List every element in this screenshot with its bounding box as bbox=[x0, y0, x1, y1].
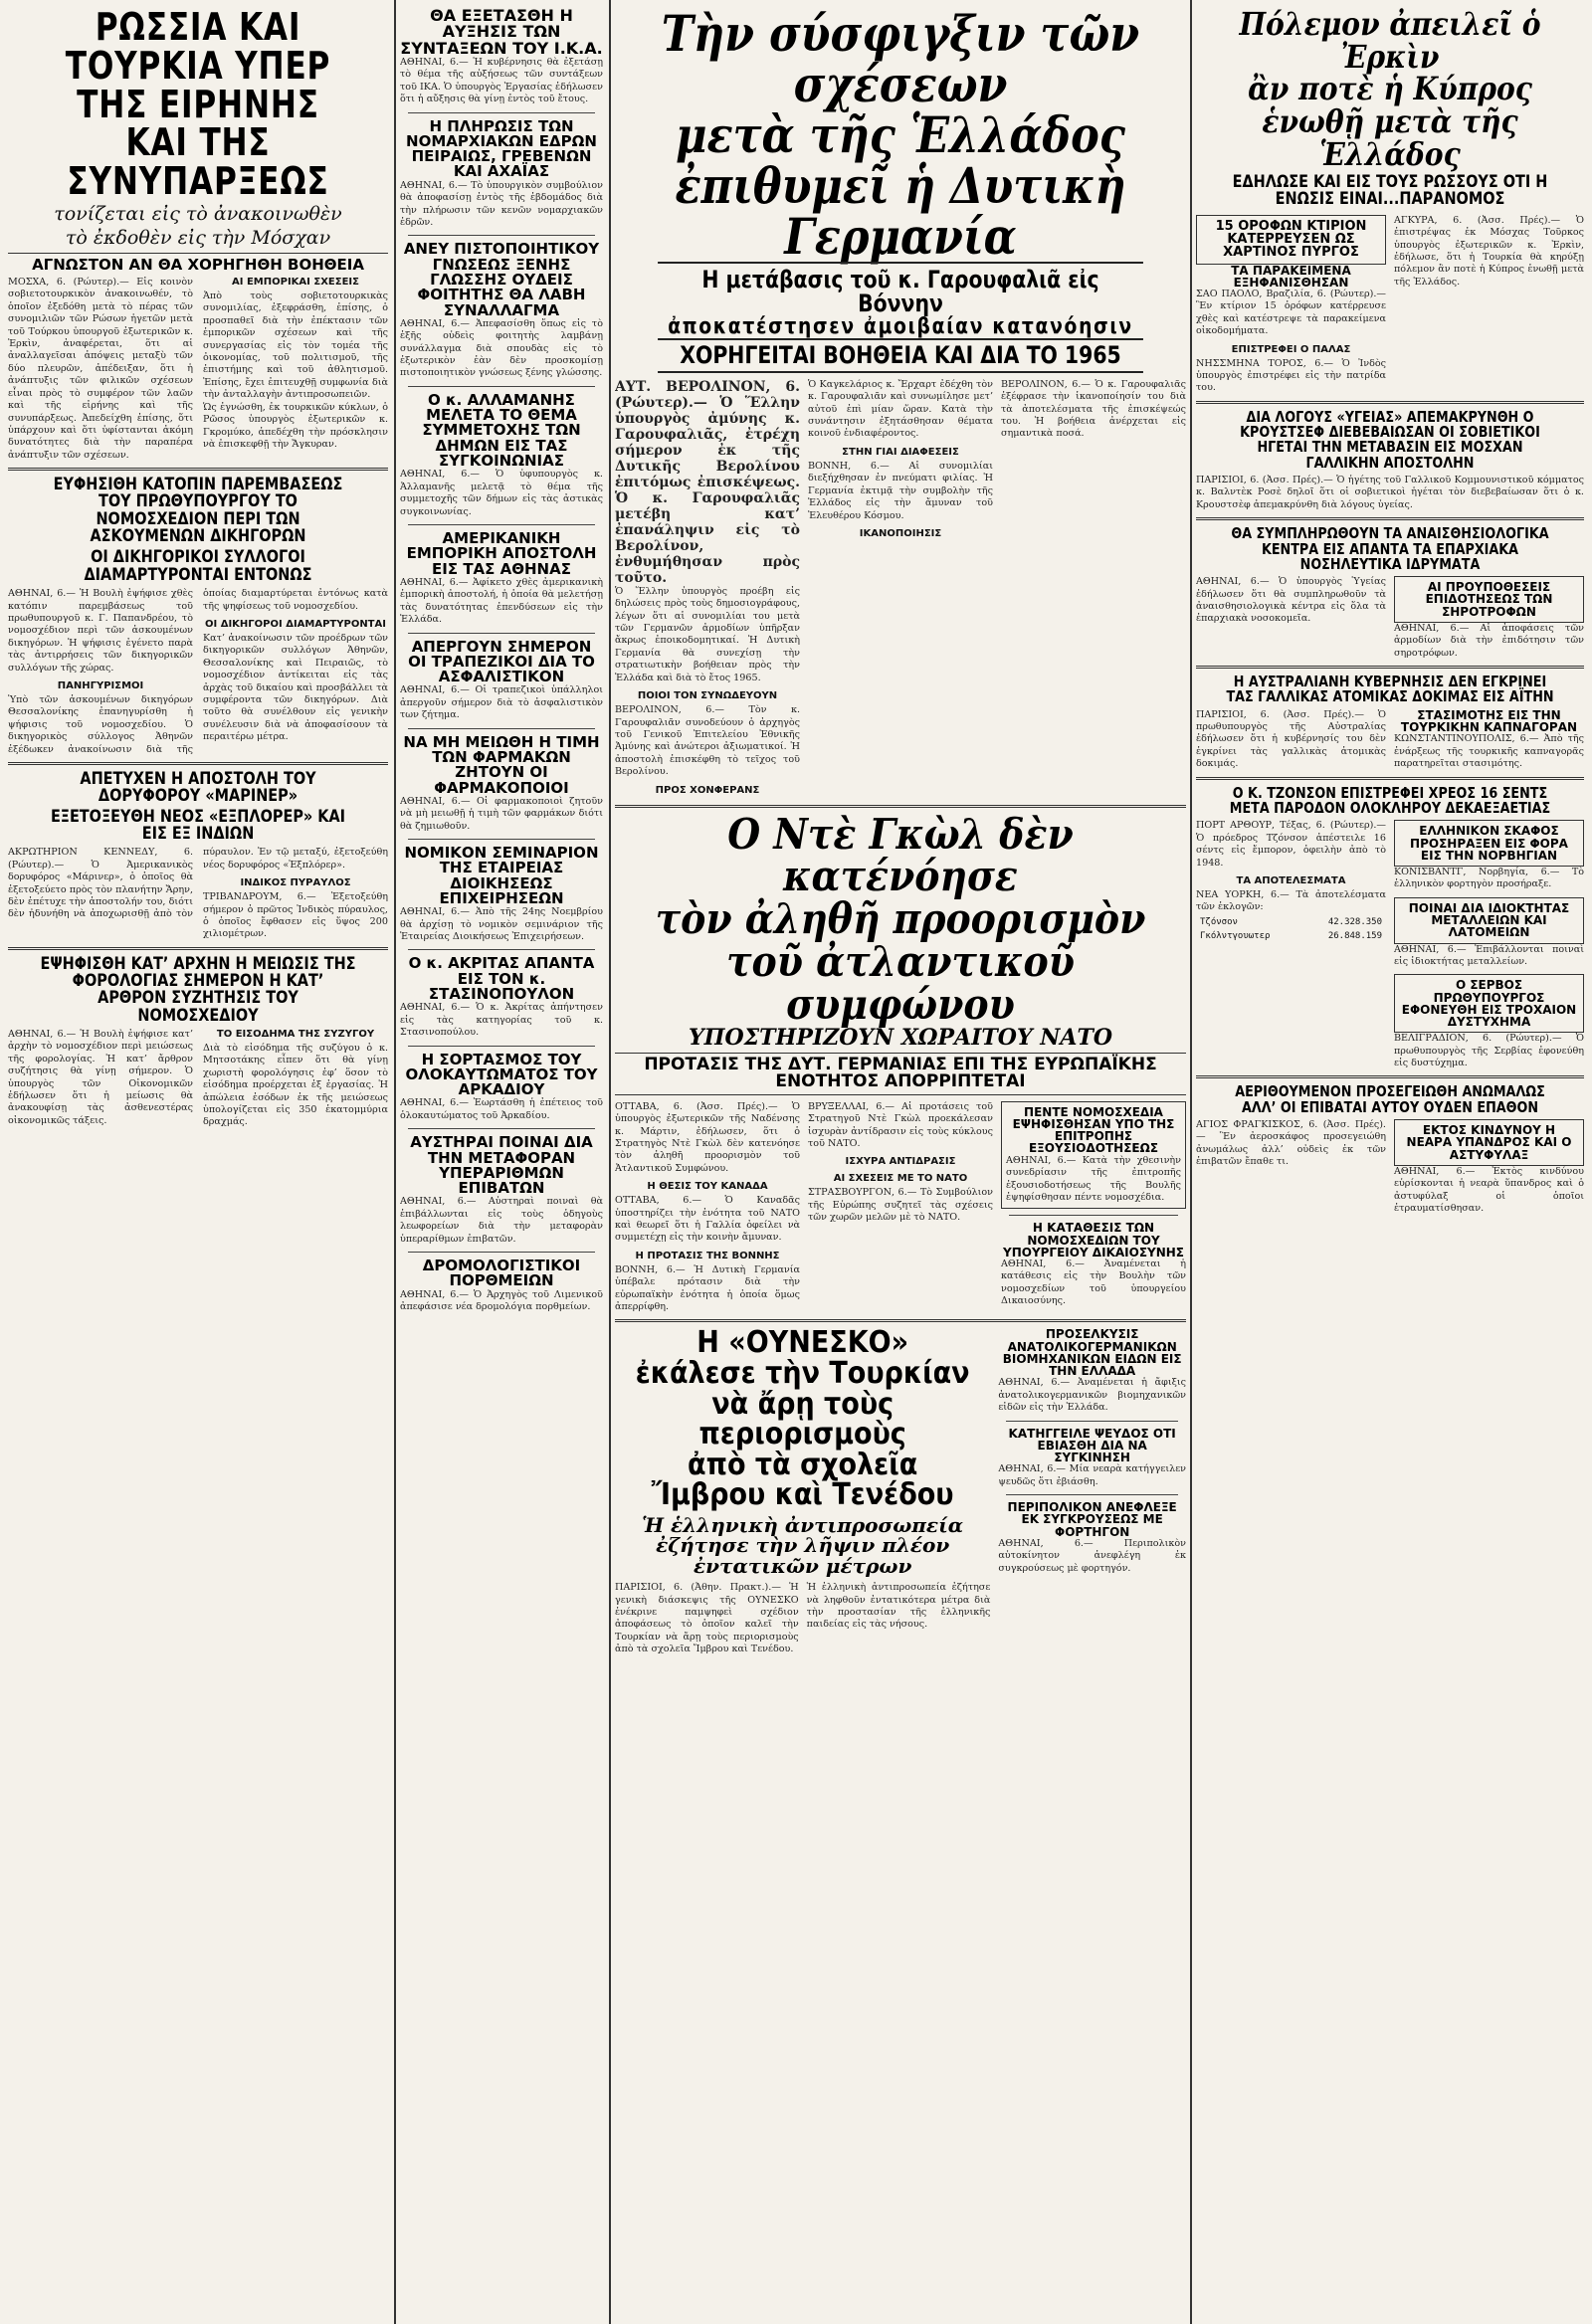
article-text: ΑΘΗΝΑΙ, 6.— Ἀναμένεται ἡ κατάθεσις εἰς τὴν Βουλὴν τῶν νομοσχεδίων τοῦ ὑπουργείου Δικαιοσύνης. bbox=[1001, 1259, 1186, 1307]
box-headline: Η ΚΑΤΑΘΕΣΙΣ ΤΩΝ ΝΟΜΟΣΧΕΔΙΩΝ ΤΟΥ ΥΠΟΥΡΓΕΙΟΥ ΔΙΚΑΙΟΣΥΝΗΣ bbox=[1003, 1221, 1184, 1259]
article-text: ΑΘΗΝΑΙ, 6.— Ἐκτὸς κινδύνου εὑρίσκονται ἡ νεαρὰ ὕπανδρος καὶ ὁ ἀστυφύλαξ οἱ ὁποῖοι ἐτραυματίσθησαν. bbox=[1394, 1165, 1584, 1214]
article-text: Ὡς ἐγνώσθη, ἐκ τουρκικῶν κύκλων, ὁ Ρῶσος ὑπουργὸς ἐξωτερικῶν κ. Γκρομύκο, ἀπεδέχθη τὴν πρόσκλησιν νὰ ἐπισκεφθῇ τὴν Ἄγκυραν. bbox=[203, 401, 388, 450]
article-text: Ὁ Ἕλλην ὑπουργὸς προέβη εἰς δηλώσεις πρὸς τοὺς δημοσιογράφους, λέγων ὅτι αἱ συνομιλίαι του μετὰ τῶν Γερμανῶν ἀρμοδίων ὑπῆρξαν ἄκρως ἐποικοδομητικαί. Ἡ Δυτικὴ Γερμανία θὰ συνεχίσῃ τὴν στρατιωτικὴν βοήθειαν πρὸς τὴν Ἑλλάδα καὶ διὰ τὸ ἔτος 1965. bbox=[615, 585, 800, 683]
section-heading: ΤΟ ΕΙΣΟΔΗΜΑ ΤΗΣ ΣΥΖΥΓΟΥ bbox=[216, 1029, 375, 1041]
box-headline: ΕΛΛΗΝΙΚΟΝ ΣΚΑΦΟΣ ΠΡΟΣΗΡΑΞΕΝ ΕΙΣ ΦΟΡΑ ΕΙΣ ΤΗΝ ΝΟΡΒΗΓΙΑΝ bbox=[1394, 820, 1584, 867]
deck: ΧΟΡΗΓΕΙΤΑΙ ΒΟΗΘΕΙΑ ΚΑΙ ΔΙΑ ΤΟ 1965 bbox=[658, 338, 1143, 372]
banner-headline-line3: ἐπιθυμεῖ ἡ Δυτικὴ Γερμανία bbox=[675, 156, 1126, 266]
headline-khrushchev: ΔΙΑ ΛΟΓΟΥΣ «ΥΓΕΙΑΣ» ΑΠΕΜΑΚΡΥΝΘΗ Ο ΚΡΟΥΣΤΣΕΦ ΔΙΕΒΕΒΑΙΩΣΑΝ ΟΙ ΣΟΒΙΕΤΙΚΟΙ ΗΓΕΤΑΙ ΤΗΝ ΜΕΤΑΒΑΣΙΝ ΕΙΣ ΜΟΣΧΑΝ ΓΑΛΛΙΚΗΝ ΑΠΟΣΤΟΛΗΝ bbox=[1240, 407, 1540, 472]
section-heading: Η ΘΕΣΙΣ ΤΟΥ ΚΑΝΑΔΑ bbox=[647, 1181, 768, 1193]
article-text: ΑΘΗΝΑΙ, 6.— Αἱ ἀποφάσεις τῶν ἁρμοδίων διὰ τὴν ἐπιδότησιν τῶν σηροτρόφων. bbox=[1394, 622, 1584, 659]
results-table bbox=[1196, 914, 1386, 944]
article-text: ΚΩΝΣΤΑΝΤΙΝΟΥΠΟΛΙΣ, 6.— Ἀπὸ τῆς ἐνάρξεως τῆς τουρκικῆς καπναγορᾶς παρατηρεῖται στασιμότης. bbox=[1394, 733, 1584, 769]
headline-johnson: Ο Κ. ΤΖΟΝΣΟΝ ΕΠΙΣΤΡΕΦΕΙ ΧΡΕΟΣ 16 ΣΕΝΤΣ ΜΕΤΑ ΠΑΡΟΔΟΝ ΟΛΟΚΛΗΡΟΥ ΔΕΚΑΕΞΑΕΤΙΑΣ bbox=[1229, 783, 1551, 817]
section-heading: ΠΟΙΟΙ ΤΟΝ ΣΥΝΩΔΕΥΟΥΝ bbox=[637, 690, 778, 702]
section-heading: ΑΙ ΕΜΠΟΡΙΚΑΙ ΣΧΕΣΕΙΣ bbox=[232, 277, 359, 289]
article-text: ΑΘΗΝΑΙ, 6.— Οἱ φαρμακοποιοὶ ζητοῦν νὰ μὴ μειωθῇ ἡ τιμὴ τῶν φαρμάκων διότι θὰ ζημιωθοῦν. bbox=[400, 795, 603, 832]
column-rule bbox=[394, 0, 396, 2324]
article-text: ΑΘΗΝΑΙ, 6.— Ἀναμένεται ἡ ἄφιξις ἀνατολικογερμανικῶν βιομηχανικῶν εἰδῶν εἰς τὴν Ἑλλάδα. bbox=[998, 1377, 1186, 1414]
article-text: ΒΡΥΞΕΛΛΑΙ, 6.— Αἱ προτάσεις τοῦ Στρατηγοῦ Ντὲ Γκὼλ προεκάλεσαν ἰσχυρὰν ἀντίδρασιν εἰς τοὺς κύκλους τοῦ ΝΑΤΟ. bbox=[808, 1100, 993, 1149]
article-text: Κατ’ ἀνακοίνωσιν τῶν προέδρων τῶν δικηγορικῶν συλλόγων Ἀθηνῶν, Θεσσαλονίκης καὶ Πειραιῶς, τὸ νομοσχέδιον ἀντίκειται εἰς τὰς ἀρχὰς τοῦ δικαίου καὶ προσβάλλει τὰ συμφέροντα τῶν δικηγόρων. Διὰ τοῦτο θὰ συνέλθουν εἰς γενικὴν συνέλευσιν διὰ νὰ ἀποφασίσουν τὰ περαιτέρω μέτρα. bbox=[203, 632, 388, 743]
table-row bbox=[1198, 916, 1384, 928]
article-text: ΒΕΡΟΛΙΝΟΝ, 6.— Ὁ κ. Γαρουφαλιᾶς ἐξέφρασε τὴν ἱκανοποίησίν του διὰ τὰ ἀποτελέσματα τῆς ἐπισκέψεώς του. Ἡ βοήθεια ἀνέρχεται εἰς σημαντικὰ ποσά. bbox=[1001, 378, 1186, 440]
article-text: ΒΕΛΙΓΡΑΔΙΟΝ, 6. (Ρώυτερ).— Ὁ πρωθυπουργὸς τῆς Σερβίας ἐφονεύθη εἰς δυστύχημα. bbox=[1394, 1033, 1584, 1069]
headline-aircraft: ΑΕΡΙΘΟΥΜΕΝΟΝ ΠΡΟΣΕΓΕΙΩΘΗ ΑΝΩΜΑΛΩΣ ΑΛΛ’ ΟΙ ΕΠΙΒΑΤΑΙ ΑΥΤΟΥ ΟΥΔΕΝ ΕΠΑΘΟΝ bbox=[1235, 1082, 1545, 1116]
section-heading: ΑΙ ΣΧΕΣΕΙΣ ΜΕ ΤΟ ΝΑΤΟ bbox=[833, 1173, 968, 1185]
article-text: ΑΘΗΝΑΙ, 6.— Ἀπὸ τῆς 24ης Νοεμβρίου θὰ ἀρχίσῃ τὸ νομικὸν σεμινάριον τῆς Ἑταιρείας Διοικήσεως Ἐπιχειρήσεων. bbox=[400, 906, 603, 943]
article-text: Ἀπὸ τοὺς σοβιετοτουρκικὰς συνομιλίας, ἐξεφράσθη, ἐπίσης, ὁ προσπαθεῖ διὰ τὴν ἐπέκτασιν τῶν ἐμπορικῶν σχέσεων καὶ τῆς συνεργασίας εἰς τὸν τομέα τῆς ὀικονομίας, τοῦ πολιτισμοῦ, τῆς ἐπιστήμης καὶ τοῦ ἀθλητισμοῦ. Ἐπίσης, ἔχει ἐπιτευχθῇ συμφωνία διὰ τὴν ἀνταλλαγὴν ἀντιπροσωπειῶν. bbox=[203, 290, 388, 401]
center-subcolumn bbox=[998, 1328, 1186, 1655]
section-heading: ΠΑΝΗΓΥΡΙΣΜΟΙ bbox=[57, 679, 144, 691]
article-text: ΑΘΗΝΑΙ, 6.— Ὁ ὑφυπουργὸς κ. Ἀλλαμανῆς μελετᾷ τὸ θέμα τῆς συμμετοχῆς τῶν δήμων εἰς τὰς ἀστικὰς συγκοινωνίας. bbox=[400, 469, 603, 517]
subcolumn bbox=[1196, 215, 1386, 395]
article-text: ΣΑΟ ΠΑΟΛΟ, Βραζιλία, 6. (Ρώυτερ).— Ἓν κτίριον 15 ὀρόφων κατέρρευσε χθὲς καὶ κατέστρεψε τὰ παρακείμενα οἰκοδομήματα. bbox=[1196, 289, 1386, 337]
article-text: ΑΘΗΝΑΙ, 6.— Ἐπιβάλλονται ποιναὶ εἰς ἰδιοκτήτας μεταλλείων. bbox=[1394, 943, 1584, 967]
result-value: 42.328.350 bbox=[1327, 916, 1382, 927]
headline-erkin-4: ΕΔΗΛΩΣΕ ΚΑΙ ΕΙΣ ΤΟΥΣ ΡΩΣΣΟΥΣ ΟΤΙ Η ΕΝΩΣΙΣ ΕΙΝΑΙ...ΠΑΡΑΝΟΜΟΣ bbox=[1232, 172, 1548, 210]
headline-seminar: ΝΟΜΙΚΟΝ ΣΕΜΙΝΑΡΙΟΝ ΤΗΣ ΕΤΑΙΡΕΙΑΣ ΔΙΟΙΚΗΣΕΩΣ ΕΠΙΧΕΙΡΗΣΕΩΝ bbox=[404, 844, 599, 907]
column-1 bbox=[8, 8, 388, 2316]
result-value: 26.848.159 bbox=[1327, 930, 1382, 941]
headline-unesco-4: Ἡ ἑλληνικὴ ἀντιπροσωπεία ἐζήτησε τὴν λῆψιν πλέον ἐντατικῶν μέτρων bbox=[642, 1513, 964, 1578]
box-headline: ΤΑ ΠΑΡΑΚΕΙΜΕΝΑ ΕΞΗΦΑΝΙΣΘΗΣΑΝ bbox=[1231, 263, 1351, 290]
headline-lawyers: ΕΥΦΗΣΙΘΗ ΚΑΤΟΠΙΝ ΠΑΡΕΜΒΑΣΕΩΣ ΤΟΥ ΠΡΩΘΥΠΟΥΡΓΟΥ ΤΟ ΝΟΜΟΣΧΕΔΙΟΝ ΠΕΡΙ ΤΩΝ ΑΣΚΟΥΜΕΝΩΝ ΔΙΚΗΓΟΡΩΝ bbox=[53, 475, 343, 547]
article-text: ΑΘΗΝΑΙ, 6.— Ἀπεφασίσθη ὅπως εἰς τὸ ἑξῆς οὐδεὶς φοιτητὴς λαμβάνῃ συνάλλαγμα διὰ σπουδὰς εἰς τὸ ἐξωτερικὸν ἐὰν δὲν προσκομίσῃ πιστοποιητικὸν γνώσεως ξένης γλώσσης. bbox=[400, 317, 603, 379]
headline-prefects: Η ΠΛΗΡΩΣΙΣ ΤΩΝ ΝΟΜΑΡΧΙΑΚΩΝ ΕΔΡΩΝ ΠΕΙΡΑΙΩΣ, ΓΡΕΒΕΝΩΝ ΚΑΙ ΑΧΑΪΑΣ bbox=[406, 116, 597, 181]
box-headline: 15 ΟΡΟΦΩΝ ΚΤΙΡΙΟΝ ΚΑΤΕΡΡΕΥΣΕΝ ΩΣ ΧΑΡΤΙΝΟΣ ΠΥΡΓΟΣ bbox=[1196, 215, 1386, 265]
headline-unesco-2: νὰ ἄρῃ τοὺς περιορισμοὺς bbox=[698, 1386, 906, 1452]
subhead: τονίζεται εἰς τὸ ἀνακοινωθὲν bbox=[54, 202, 342, 225]
article-text: Ἡ ἑλληνικὴ ἀντιπροσωπεία ἐζήτησε νὰ ληφθοῦν ἐντατικότερα μέτρα διὰ τὴν προστασίαν τῆς ἑλληνικῆς παιδείας εἰς τὰς νήσους. bbox=[806, 1582, 991, 1631]
article-text: ΤΡΙΒΑΝΔΡΟΥΜ, 6.— Ἐξετοξεύθη σήμερον ὁ πρῶτος Ἰνδικὸς πύραυλος, ὁ ὁποῖος ἔφθασεν εἰς ὕψος 200 χιλιομέτρων. bbox=[203, 891, 388, 940]
section-heading: ΕΠΙΣΤΡΕΦΕΙ Ο ΠΑΛΑΣ bbox=[1231, 343, 1351, 355]
section-heading: ΙΚΑΝΟΠΟΙΗΣΙΣ bbox=[859, 527, 942, 539]
headline-american-mission: ΑΜΕΡΙΚΑΝΙΚΗ ΕΜΠΟΡΙΚΗ ΑΠΟΣΤΟΛΗ ΕΙΣ ΤΑΣ ΑΘΗΝΑΣ bbox=[406, 529, 597, 578]
headline-arkadi: Η ΣΟΡΤΑΣΜΟΣ ΤΟΥ ΟΛΟΚΑΥΤΩΜΑΤΟΣ ΤΟΥ ΑΡΚΑΔΙΟΥ bbox=[405, 1050, 598, 1099]
article-text: ΑΘΗΝΑΙ, 6.— Περιπολικὸν αὐτοκίνητον ἀνεφλέγη ἐκ συγκρούσεως μὲ φορτηγόν. bbox=[998, 1537, 1186, 1574]
headline-passengers: ΑΥΣΤΗΡΑΙ ΠΟΙΝΑΙ ΔΙΑ ΤΗΝ ΜΕΤΑΦΟΡΑΝ ΥΠΕΡΑΡΙΘΜΩΝ ΕΠΙΒΑΤΩΝ bbox=[410, 1133, 593, 1198]
article-text: ΠΟΡΤ ΑΡΘΟΥΡ, Τέξας, 6. (Ρώυτερ).— Ὁ πρόεδρος Τζόνσον ἀπέστειλε 16 σέντς εἰς ἔμπορον, ὀφειλὴν ἀπὸ τὸ 1948. bbox=[1196, 820, 1386, 869]
section-heading: ΤΑ ΑΠΟΤΕΛΕΣΜΑΤΑ bbox=[1236, 874, 1346, 886]
article-text: ΑΘΗΝΑΙ, 6.— Ὁ Ἀρχηγὸς τοῦ Λιμενικοῦ ἀπεφάσισε νέα δρομολόγια πορθμείων. bbox=[400, 1288, 603, 1313]
headline-australia: Η ΑΥΣΤΡΑΛΙΑΝΗ ΚΥΒΕΡΝΗΣΙΣ ΔΕΝ ΕΓΚΡΙΝΕΙ ΤΑΣ ΓΑΛΛΙΚΑΣ ΑΤΟΜΙΚΑΣ ΔΟΚΙΜΑΣ ΕΙΣ ΑΪΤΗΝ bbox=[1226, 673, 1554, 706]
banner-headline-line1: Τὴν σύσφιγξιν τῶν σχέσεων bbox=[661, 8, 1140, 113]
headline-ika: ΘΑ ΕΞΕΤΑΣΘΗ Η ΑΥΞΗΣΙΣ ΤΩΝ ΣΥΝΤΑΞΕΩΝ ΤΟΥ Ι.Κ.Α. bbox=[400, 8, 603, 58]
article-text: ΑΓΚΥΡΑ, 6. (Ἀσσ. Πρές).— Ὁ ἐπιστρέψας ἐκ Μόσχας Τοῦρκος ὑπουργὸς ἐξωτερικῶν κ. Ἐρκὶν, ἐδήλωσε, ὅτι ἡ Τουρκία θὰ κηρύξῃ πόλεμον ἂν ποτὲ ἡ Κύπρος ἑνωθῇ μετὰ τῆς Ἑλλάδος. bbox=[1394, 214, 1584, 288]
boxed-article bbox=[1001, 1101, 1186, 1210]
headline-de-gaulle-4: ΥΠΟΣΤΗΡΙΖΟΥΝ ΧΩΡΑΙΤΟΥ ΝΑΤΟ bbox=[688, 1024, 1113, 1051]
article-text: ΠΑΡΙΣΙΟΙ, 6. (Ἀσσ. Πρές).— Ὁ πρωθυπουργὸς τῆς Αὐστραλίας ἐδήλωσεν ὅτι ἡ κυβέρνησίς του δὲν ἐγκρίνει τὰς γαλλικὰς ἀτομικὰς δοκιμάς. bbox=[1196, 708, 1386, 770]
box-headline: ΠΡΟΣΕΛΚΥΣΙΣ ΑΝΑΤΟΛΙΚΟΓΕΡΜΑΝΙΚΩΝ ΒΙΟΜΗΧΑΝΙΚΩΝ ΕΙΔΩΝ ΕΙΣ ΤΗΝ ΕΛΛΑΔΑ bbox=[1002, 1327, 1182, 1379]
article-text: ΑΚΡΩΤΗΡΙΟΝ ΚΕΝΝΕΔΥ, 6. (Ρώυτερ).— Ὁ Ἀμερικανικὸς δορυφόρος «Μάρινερ», ὁ ὁποῖος θὰ ἐξετοξεύετο πρὸς τὸν πλανήτην Ἄρην, δὲν ἐπέτυχε τὴν ἀποστολήν του, διότι δὲν ἠδυνήθη νὰ ἀποχωρισθῇ ἀπὸ τὸν πύραυλον. Ἐν τῷ μεταξύ, ἐξετοξεύθη νέος δορυφόρος «Ἐξπλόρερ». bbox=[8, 847, 388, 920]
article-text: ΝΗΣΣΜΗΝΑ ΤΟΡΟΣ, 6.— Ὁ Ἰνδὸς ὑπουργὸς ἐπιστρέφει εἰς τὴν πατρίδα του. bbox=[1196, 357, 1386, 394]
result-label: Γκόλντγουωτερ bbox=[1200, 930, 1271, 941]
section-heading: ΟΙ ΔΙΚΗΓΟΡΟΙ ΔΙΑΜΑΡΤΥΡΟΝΤΑΙ bbox=[205, 618, 386, 630]
article-text: Ὁ Καγκελάριος κ. Ἔρχαρτ ἐδέχθη τὸν κ. Γαρουφαλιᾶν καὶ συνωμίλησε μετ’ αὐτοῦ ἐπὶ μίαν ὥραν. Κατὰ τὴν συνάντησιν ἐξητάσθησαν θέματα κοινοῦ ἐνδιαφέροντος. bbox=[808, 378, 993, 440]
center-subcolumn bbox=[808, 1101, 993, 1314]
subhead: τὸ ἐκδοθὲν εἰς τὴν Μόσχαν bbox=[8, 227, 388, 254]
article-text: ΑΘΗΝΑΙ, 6.— Ὁ κ. Ἀκρίτας ἀπήντησεν εἰς τὰς κατηγορίας τοῦ κ. Στασινοπούλου. bbox=[400, 1002, 603, 1039]
article-text: ΚΟΝΙΣΒΑΝΤΓ, Νορβηγία, 6.— Τὸ ἑλληνικὸν φορτηγὸν προσήραξε. bbox=[1394, 866, 1584, 890]
section-heading: ΙΣΧΥΡΑ ΑΝΤΙΔΡΑΣΙΣ bbox=[845, 1156, 956, 1168]
headline-russia-turkey: ΡΩΣΣΙΑ ΚΑΙ ΤΟΥΡΚΙΑ ΥΠΕΡ ΤΗΣ ΕΙΡΗΝΗΣ ΚΑΙ ΤΗΣ ΣΥΝΥΠΑΡΞΕΩΣ bbox=[65, 8, 331, 203]
headline-de-gaulle-3: τοῦ ἀτλαντικοῦ συμφώνου bbox=[726, 937, 1075, 1029]
article-text: ΒΕΡΟΛΙΝΟΝ, 6.— Τὸν κ. Γαρουφαλιᾶν συνοδεύουν ὁ ἀρχηγὸς τοῦ Γενικοῦ Ἐπιτελείου Ἐθνικῆς Ἀμύνης καὶ ἀνώτεροι ἀξιωματικοί. Ἡ ἀποστολὴ ἐπισκέφθη τὸ τεῖχος τοῦ Βερολίνου. bbox=[615, 704, 800, 778]
box-headline: ΑΙ ΠΡΟΥΠΟΘΕΣΕΙΣ ΕΠΙΔΟΤΗΣΕΩΣ ΤΩΝ ΣΗΡΟΤΡΟΦΩΝ bbox=[1394, 576, 1584, 623]
article-text: ΠΑΡΙΣΙΟΙ, 6. (Ἀθην. Πρακτ.).— Ἡ γενικὴ διάσκεψις τῆς ΟΥΝΕΣΚΟ ἐνέκρινε παμψηφεὶ σχέδιον ἀποφάσεως τὸ ὁποῖον καλεῖ τὴν Τουρκίαν νὰ ἄρῃ τοὺς περιορισμοὺς ἀπὸ τὰ σχολεῖα Ἴμβρου καὶ Τενέδου. bbox=[615, 1582, 799, 1655]
headline-unesco-3: ἀπὸ τὰ σχολεῖα Ἴμβρου καὶ Τενέδου bbox=[651, 1447, 954, 1513]
headline-de-gaulle-2: τὸν ἀληθῆ προορισμὸν bbox=[655, 894, 1146, 944]
box-headline: ΠΟΙΝΑΙ ΔΙΑ ΙΔΙΟΚΤΗΤΑΣ ΜΕΤΑΛΛΕΙΩΝ ΚΑΙ ΛΑΤΟΜΕΙΩΝ bbox=[1394, 897, 1584, 944]
article-text: ΑΘΗΝΑΙ, 6.— Ὁ ὑπουργὸς Ὑγείας ἐδήλωσεν ὅτι θὰ συμπληρωθοῦν τὰ ἀναισθησιολογικὰ κέντρα εἰς ὅλα τὰ ἐπαρχιακὰ νοσοκομεῖα. bbox=[1196, 576, 1386, 625]
section-heading: ΙΝΔΙΚΟΣ ΠΥΡΑΥΛΟΣ bbox=[240, 877, 351, 889]
headline-tax: ΕΨΗΦΙΣΘΗ ΚΑΤ’ ΑΡΧΗΝ Η ΜΕΙΩΣΙΣ ΤΗΣ ΦΟΡΟΛΟΓΙΑΣ ΣΗΜΕΡΟΝ Η ΚΑΤ’ ΑΡΘΡΟΝ ΣΥΖΗΤΗΣΙΣ ΤΟΥ ΝΟΜΟΣΧΕΔΙΟΥ bbox=[40, 953, 356, 1026]
lead-text: ΑΥΤ. ΒΕΡΟΛΙΝΟΝ, 6. (Ρώυτερ).— Ὁ Ἕλλην ὑπουργὸς ἀμύνης κ. Γαρουφαλιᾶς, ἐτρέχη σήμερον ἐκ τῆς Δυτικῆς Βερολίνου ἐπιτόμως ἐπισκέψεως. Ὁ κ. Γαρουφαλιᾶς μετέβη κατ’ ἐπανάληψιν εἰς τὸ Βερολίνον, ἐνθυμήθησαν πρὸς τοῦτο. bbox=[615, 378, 800, 586]
article-text: ΟΤΤΑΒΑ, 6. (Ἀσσ. Πρές).— Ὁ ὑπουργὸς ἐξωτερικῶν τῆς Ναδένσης κ. Μάρτιν, ἐδήλωσεν, ὅτι ὁ Στρατηγὸς Ντὲ Γκὼλ δὲν κατενόησε τὸν ἀληθῆ προορισμὸν τοῦ Ἀτλαντικοῦ Συμφώνου. bbox=[615, 1100, 800, 1174]
deck: Η μετάβασις τοῦ κ. Γαρουφαλιᾶ εἰς Βόννην bbox=[658, 262, 1143, 316]
column-rule bbox=[609, 0, 611, 2324]
article-text: ΑΘΗΝΑΙ, 6.— Ἡ Βουλὴ ἐψήφισε χθὲς κατόπιν παρεμβάσεως τοῦ πρωθυπουργοῦ κ. Γ. Παπανδρέου, τὸ νομοσχέδιον περὶ τῶν ἀσκουμένων δικηγόρων. Ἡ ψήφισις ἐγένετο παρὰ τὰς ἀντιρρήσεις τῶν δικηγορικῶν συλλόγων τῆς χώρας. bbox=[8, 588, 193, 674]
center-subcolumn bbox=[808, 379, 993, 799]
subcolumn bbox=[1394, 820, 1584, 1069]
article-text: ΑΘΗΝΑΙ, 6.— Οἱ τραπεζικοὶ ὑπάλληλοι ἀπεργοῦν σήμερον διὰ τὸ ἀσφαλιστικὸν των ζήτημα. bbox=[400, 684, 603, 721]
headline-ferries: ΔΡΟΜΟΛΟΓΙΣΤΙΚΟΙ ΠΟΡΘΜΕΙΩΝ bbox=[422, 1257, 581, 1290]
headline-erkin-3: ἑνωθῇ μετὰ τῆς Ἑλλάδος bbox=[1262, 101, 1518, 173]
subcolumn bbox=[1394, 1119, 1584, 1215]
deck: ἀποκατέστησεν ἀμοιβαίαν κατανόησιν bbox=[668, 313, 1133, 339]
headline-de-gaulle-5: ΠΡΟΤΑΣΙΣ ΤΗΣ ΔΥΤ. ΓΕΡΜΑΝΙΑΣ ΕΠΙ ΤΗΣ ΕΥΡΩΠΑΪΚΗΣ ΕΝΟΤΗΤΟΣ ΑΠΟΡΡΙΠΤΕΤΑΙ bbox=[615, 1053, 1186, 1095]
column-4 bbox=[1196, 8, 1584, 2316]
article-text: ΑΘΗΝΑΙ, 6.— Μία νεαρὰ κατήγγειλεν ψευδῶς ὅτι ἐβιάσθη. bbox=[998, 1463, 1186, 1487]
article-text: ΑΘΗΝΑΙ, 6.— Αὐστηραὶ ποιναὶ θὰ ἐπιβάλλωνται εἰς τοὺς ὁδηγοὺς λεωφορείων διὰ τὴν μεταφορὰν ὑπεραρίθμων ἐπιβατῶν. bbox=[400, 1196, 603, 1245]
headline-unesco-1: Η «ΟΥΝΕΣΚΟ» ἐκάλεσε τὴν Τουρκίαν bbox=[635, 1325, 970, 1392]
result-label: Τζόνσον bbox=[1200, 916, 1238, 927]
article-text: ΑΘΗΝΑΙ, 6.— Τὸ ὑπουργικὸν συμβούλιον θὰ ἀποφασίσῃ ἐντὸς τῆς ἑβδομάδος διὰ τὴν πλήρωσιν τῶν κενῶν νομαρχιακῶν ἐδρῶν. bbox=[400, 179, 603, 228]
article-text: Διὰ τὸ εἰσόδημα τῆς συζύγου ὁ κ. Μητσοτάκης εἶπεν ὅτι θὰ γίνῃ χωριστὴ φορολόγησις ἐφ’ ὅσον τὸ εἰσόδημα προέρχεται ἐξ ἐργασίας. Ἡ ἀπώλεια ἐσόδων ἐκ τῆς μειώσεως ὑπολογίζεται εἰς 350 ἑκατομμύρια δραχμάς. bbox=[203, 1043, 388, 1128]
headline-akritas: Ο κ. ΑΚΡΙΤΑΣ ΑΠΑΝΤΑ ΕΙΣ ΤΟΝ κ. ΣΤΑΣΙΝΟΠΟΥΛΟΝ bbox=[408, 954, 595, 1004]
box-headline: ΕΚΤΟΣ ΚΙΝΔΥΝΟΥ Η ΝΕΑΡΑ ΥΠΑΝΔΡΟΣ ΚΑΙ Ο ΑΣΤΥΦΥΛΑΞ bbox=[1394, 1119, 1584, 1166]
box-headline: ΚΑΤΗΓΓΕΙΛΕ ΨΕΥΔΟΣ ΟΤΙ ΕΒΙΑΣΘΗ ΔΙΑ ΝΑ ΣΥΓΚΙΝΗΣΗ bbox=[1008, 1426, 1176, 1465]
article-text: ΜΟΣΧΑ, 6. (Ρώυτερ).— Εἰς κοινὸν σοβιετοτουρκικὸν ἀνακοινωθέν, τὸ ὁποῖον ἐξεδόθη μετὰ τὸ πέρας τῶν συνομιλιῶν τῶν Ρώσων ἡγετῶν μετὰ τοῦ Τούρκου ὑπουργοῦ ἐξωτερικῶν κ. Ἐρκὶν, ἀναφέρεται, ὅτι αἱ ἀναλλαγεῖσαι ἀπόψεις μεταξὺ τῶν δύο πλευρῶν, ἀπέδειξαν, ὅτι ἡ ἀνάπτυξις τῶν φιλικῶν σχέσεων εἶναι πρὸς τὸ συμφέρον τῶν λαῶν καὶ τῆς εἰρήνης καὶ τῆς συνυπάρξεως. Ἀπεδείχθη ἐπίσης, ὅτι ὑπάρχουν καὶ ὅτι ὑφίστανται ἀκόμη δυνατότητες διὰ τὴν παραπέρα ἀνάπτυξιν τῶν σχέσεων. bbox=[8, 277, 193, 461]
article-text: ΒΟΝΝΗ, 6.— Αἱ συνομιλίαι διεξήχθησαν ἐν πνεύματι φιλίας. Ἡ Γερμανία ἐκτιμᾷ τὴν συμβολὴν τῆς Ἑλλάδος εἰς τὴν ἄμυναν τοῦ Ἐλευθέρου Κόσμου. bbox=[808, 460, 993, 521]
article-text: ΠΑΡΙΣΙΟΙ, 6. (Ἀσσ. Πρές).— Ὁ ἡγέτης τοῦ Γαλλικοῦ Κομμουνιστικοῦ κόμματος κ. Βαλντὲκ Ροσὲ δηλοῖ ὅτι οἱ σοβιετικοὶ ἡγέται τὸν διεβεβαίωσαν ὅτι ὁ κ. Κρουστσὲφ ἀπεμακρύνθη διὰ λόγους ὑγείας. bbox=[1196, 475, 1584, 510]
article-text: ΑΘΗΝΑΙ, 6.— Ἀφίκετο χθὲς ἀμερικανικὴ ἐμπορικὴ ἀποστολή, ἡ ὁποία θὰ μελετήσῃ τὰς δυνατότητας ἐπενδύσεων εἰς τὴν Ἑλλάδα. bbox=[400, 576, 603, 626]
article-text: Ὑπὸ τῶν ἀσκουμένων δικηγόρων Θεσσαλονίκης ἐπανηγυρίσθη ἡ ψήφισις τοῦ νομοσχεδίου. Ὁ δικηγορικὸς σύλλογος Ἀθηνῶν ἐξέδωκεν ἀνακοίνωσιν διὰ τῆς ὁποίας διαμαρτύρεται ἐντόνως κατὰ τῆς ψηφίσεως τοῦ νομοσχεδίου. bbox=[8, 588, 388, 755]
section-heading: Η ΠΡΟΤΑΣΙΣ ΤΗΣ ΒΟΝΝΗΣ bbox=[635, 1250, 780, 1261]
box-headline: ΠΕΡΙΠΟΛΙΚΟΝ ΑΝΕΦΛΕΞΕ ΕΚ ΣΥΓΚΡΟΥΣΕΩΣ ΜΕ ΦΟΡΤΗΓΟΝ bbox=[1007, 1500, 1177, 1539]
article-text: ΑΘΗΝΑΙ, 6.— Ἡ κυβέρνησις θὰ ἐξετάσῃ τὸ θέμα τῆς αὐξήσεως τῶν συντάξεων τοῦ ΙΚΑ. Ὁ ὑπουργὸς Ἐργασίας ἐδήλωσεν ὅτι ἡ αὔξησις θὰ γίνῃ ἐντὸς τοῦ ἔτους. bbox=[400, 56, 603, 105]
center-column bbox=[615, 8, 1186, 2316]
headline-lawyers-sub: ΟΙ ΔΙΚΗΓΟΡΙΚΟΙ ΣΥΛΛΟΓΟΙ ΔΙΑΜΑΡΤΥΡΟΝΤΑΙ ΕΝΤΟΝΩΣ bbox=[84, 547, 312, 585]
article-text: ΑΘΗΝΑΙ, 6.— Κατὰ τὴν χθεσινὴν συνεδρίασιν τῆς ἐπιτροπῆς ἐξουσιοδοτήσεως τῆς Βουλῆς ἐψηφίσθησαν πέντε νομοσχέδια. bbox=[1006, 1154, 1181, 1203]
headline-erkin-2: ἂν ποτὲ ἡ Κύπρος bbox=[1248, 70, 1532, 108]
article-text: ΣΤΡΑΣΒΟΥΡΓΟΝ, 6.— Τὸ Συμβούλιον τῆς Εὐρώπης συζητεῖ τὰς σχέσεις τῶν χωρῶν μελῶν μὲ τὸ ΝΑΤΟ. bbox=[808, 1187, 993, 1224]
headline-de-gaulle-1: Ο Ντὲ Γκὼλ δὲν κατένόησε bbox=[727, 809, 1074, 901]
headline-pharmacists: ΝΑ ΜΗ ΜΕΙΩΘΗ Η ΤΙΜΗ ΤΩΝ ΦΑΡΜΑΚΩΝ ΖΗΤΟΥΝ ΟΙ ΦΑΡΜΑΚΟΠΟΙΟΙ bbox=[403, 732, 600, 797]
subcolumn bbox=[1394, 215, 1584, 395]
section-heading: ΣΤΗΝ ΓΙΑΙ ΔΙΑΦΕΣΕΙΣ bbox=[842, 446, 959, 458]
center-subcolumn bbox=[615, 379, 800, 799]
subcolumn bbox=[1196, 820, 1386, 1069]
unesco-block bbox=[615, 1325, 991, 1655]
box-headline: Ο ΣΕΡΒΟΣ ΠΡΩΘΥΠΟΥΡΓΟΣ ΕΦΟΝΕΥΘΗ ΕΙΣ ΤΡΟΧΑΙΟΝ ΔΥΣΤΥΧΗΜΑ bbox=[1394, 974, 1584, 1033]
article-text: ΑΓΙΟΣ ΦΡΑΓΚΙΣΚΟΣ, 6. (Ἀσσ. Πρές).— Ἓν ἀεροσκάφος προσεγειώθη ἀνωμάλως ἀλλ’ οὐδεὶς ἐκ τῶν ἐπιβατῶν ἔπαθε τι. bbox=[1196, 1119, 1386, 1168]
article-text: ΒΟΝΝΗ, 6.— Ἡ Δυτικὴ Γερμανία ὑπέβαλε πρότασιν διὰ τὴν εὐρωπαϊκὴν ἑνότητα ἡ ὁποία ὅμως ἀπερρίφθη. bbox=[615, 1263, 800, 1313]
section-heading: ΠΡΟΣ ΧΟΝΦΕΡΑΝΣ bbox=[655, 784, 760, 796]
center-subcolumn bbox=[1001, 379, 1186, 799]
banner-headline-line2: μετὰ τῆς Ἑλλάδος bbox=[676, 105, 1125, 164]
headline-mariner: ΑΠΕΤΥΧΕΝ Η ΑΠΟΣΤΟΛΗ ΤΟΥ ΔΟΡΥΦΟΡΟΥ «ΜΑΡΙΝΕΡ» bbox=[80, 768, 316, 807]
subcolumn bbox=[1394, 576, 1584, 660]
headline-allamanis: Ο κ. ΑΛΛΑΜΑΝΗΣ ΜΕΛΕΤΑ ΤΟ ΘΕΜΑ ΣΥΜΜΕΤΟΧΗΣ ΤΩΝ ΔΗΜΩΝ ΕΙΣ ΤΑΣ ΣΥΓΚΟΙΝΩΝΙΑΣ bbox=[422, 390, 581, 471]
box-headline: ΠΕΝΤΕ ΝΟΜΟΣΧΕΔΙΑ ΕΨΗΦΙΣΘΗΣΑΝ ΥΠΟ ΤΗΣ ΕΠΙΤΡΟΠΗΣ ΕΞΟΥΣΙΟΔΟΤΗΣΕΩΣ bbox=[1012, 1104, 1175, 1156]
article-text: ΝΕΑ ΥΟΡΚΗ, 6.— Τὰ ἀποτελέσματα τῶν ἐκλογῶν: bbox=[1196, 888, 1386, 913]
article-text: ΟΤΤΑΒΑ, 6.— Ὁ Καναδᾶς ὑποστηρίζει τὴν ἑνότητα τοῦ ΝΑΤΟ καὶ θεωρεῖ ὅτι ἡ Γαλλία ὀφείλει νὰ συμμετέχῃ εἰς τὴν κοινὴν ἄμυναν. bbox=[615, 1195, 800, 1244]
center-subcolumn bbox=[1001, 1101, 1186, 1314]
column-2 bbox=[400, 8, 603, 2316]
column-rule bbox=[1190, 0, 1192, 2324]
headline-anesthesia: ΘΑ ΣΥΜΠΛΗΡΩΘΟΥΝ ΤΑ ΑΝΑΙΣΘΗΣΙΟΛΟΓΙΚΑ ΚΕΝΤΡΑ ΕΙΣ ΑΠΑΝΤΑ ΤΑ ΕΠΑΡΧΙΑΚΑ ΝΟΣΗΛΕΥΤΙΚΑ ΙΔΡΥΜΑΤΑ bbox=[1231, 524, 1549, 573]
subcolumn bbox=[1394, 709, 1584, 771]
table-row bbox=[1198, 930, 1384, 942]
kicker: ΑΓΝΩΣΤΟΝ ΑΝ ΘΑ ΧΟΡΗΓΗΘΗ ΒΟΗΘΕΙΑ bbox=[32, 255, 364, 274]
headline-erkin-1: Πόλεμον ἀπειλεῖ ὁ Ἐρκὶν bbox=[1239, 8, 1541, 76]
article-text: ΑΘΗΝΑΙ, 6.— Ἡ Βουλὴ ἐψήφισε κατ’ ἀρχὴν τὸ νομοσχέδιον περὶ μειώσεως τῆς φορολογίας. Ἡ κατ’ ἄρθρον συζήτησις θὰ γίνῃ σήμερον. Ὁ ὑπουργὸς τῶν Οἰκονομικῶν ἐδήλωσεν ὅτι ἡ μείωσις θὰ ἀνακουφίσῃ τὰς ἀσθενεστέρας οἰκονομικῶς τάξεις. bbox=[8, 1029, 193, 1126]
box-headline: ΣΤΑΣΙΜΟΤΗΣ ΕΙΣ ΤΗΝ ΤΟΥΡΚΙΚΗΝ ΚΑΠΝΑΓΟΡΑΝ bbox=[1400, 707, 1578, 734]
headline-students: ΑΝΕΥ ΠΙΣΤΟΠΟΙΗΤΙΚΟΥ ΓΝΩΣΕΩΣ ΞΕΝΗΣ ΓΛΩΣΣΗΣ ΟΥΔΕΙΣ ΦΟΙΤΗΤΗΣ ΘΑ ΛΑΒΗ ΣΥΝΑΛΛΑΓΜΑ bbox=[403, 240, 600, 319]
center-subcolumn bbox=[615, 1101, 800, 1314]
headline-bank-strike: ΑΠΕΡΓΟΥΝ ΣΗΜΕΡΟΝ ΟΙ ΤΡΑΠΕΖΙΚΟΙ ΔΙΑ ΤΟ ΑΣΦΑΛΙΣΤΙΚΟΝ bbox=[408, 637, 595, 686]
article-text: ΑΘΗΝΑΙ, 6.— Ἑωρτάσθη ἡ ἐπέτειος τοῦ ὁλοκαυτώματος τοῦ Ἀρκαδίου. bbox=[400, 1097, 603, 1121]
headline-explorer: ΕΞΕΤΟΞΕΥΘΗ ΝΕΟΣ «ΕΞΠΛΟΡΕΡ» ΚΑΙ ΕΙΣ ΕΞ ΙΝΔΙΩΝ bbox=[50, 806, 346, 844]
